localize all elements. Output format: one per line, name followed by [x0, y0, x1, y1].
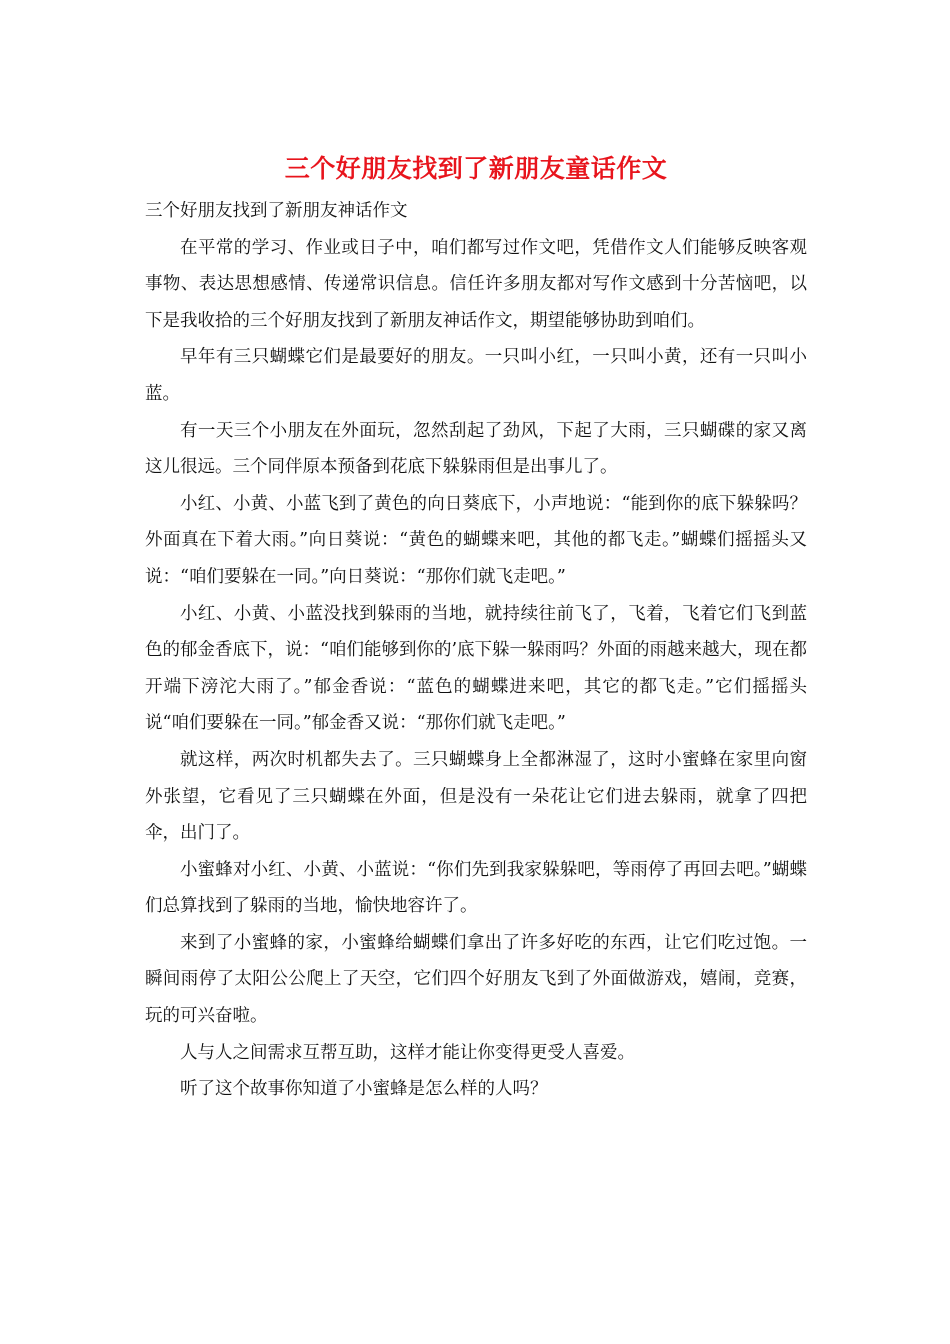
paragraph-storm: 有一天三个小朋友在外面玩，忽然刮起了劲风，下起了大雨，三只蝴碟的家又离这儿很远。三个同伴原本预备到花底下躲躲雨但是出事儿了。: [145, 420, 807, 478]
document-page: [145, 145, 807, 1108]
paragraph-bee-home: 来到了小蜜蜂的家，小蜜蜂给蝴蝶们拿出了许多好吃的东西，让它们吃过饱。一瞬间雨停了太阳公公爬上了天空，它们四个好朋友飞到了外面做游戏，嬉闹，竞赛，玩的可兴奋啦。: [145, 932, 807, 1027]
paragraph-bee-sees: 就这样，两次时机都失去了。三只蝴蝶身上全都淋湿了，这时小蜜蜂在家里向窗外张望，它看见了三只蝴蝶在外面，但是没有一朵花让它们进去躲雨，就拿了四把伞，出门了。: [145, 749, 807, 844]
paragraph-intro: 在平常的学习、作业或日子中，咱们都写过作文吧，凭借作文人们能够反映客观事物、表达思想感情、传递常识信息。信任许多朋友都对写作文感到十分苦恼吧，以下是我收拾的三个好朋友找到了新朋友神话作文，期望能够协助到咱们。: [145, 237, 807, 331]
document-title: 三个好朋友找到了新朋友童话作文: [284, 154, 668, 183]
paragraph-sunflower: 小红、小黄、小蓝飞到了黄色的向日葵底下，小声地说：“能到你的底下躲躲吗？外面真在下着大雨。”向日葵说：“黄色的蝴蝶来吧，其他的都飞走。”蝴蝶们摇摇头又说：“咱们要躲在一同。”向日葵说：“那你们就飞走吧。”: [145, 493, 807, 587]
document-subtitle: 三个好朋友找到了新朋友神话作文: [145, 201, 408, 221]
paragraph-tulip: 小红、小黄、小蓝没找到躲雨的当地，就持续往前飞了，飞着，飞着它们飞到蓝色的郁金香底下，说：“咱们能够到你的’底下躲一躲雨吗？外面的雨越来越大，现在都开端下滂沱大雨了。”郁金香说：“蓝色的蝴蝶进来吧，其它的都飞走。”它们摇摇头说“咱们要躲在一同。”郁金香又说：“那你们就飞走吧。”: [145, 603, 808, 734]
paragraph-bee-invites: 小蜜蜂对小红、小黄、小蓝说：“你们先到我家躲躲吧，等雨停了再回去吧。”蝴蝶们总算找到了躲雨的当地，愉快地容许了。: [145, 859, 807, 917]
paragraph-moral: 人与人之间需求互帮互助，这样才能让你变得更受人喜爱。: [180, 1042, 635, 1063]
paragraph-question: 听了这个故事你知道了小蜜蜂是怎么样的人吗？: [180, 1079, 548, 1100]
paragraph-butterflies: 早年有三只蝴蝶它们是最要好的朋友。一只叫小红，一只叫小黄，还有一只叫小蓝。: [145, 347, 807, 404]
